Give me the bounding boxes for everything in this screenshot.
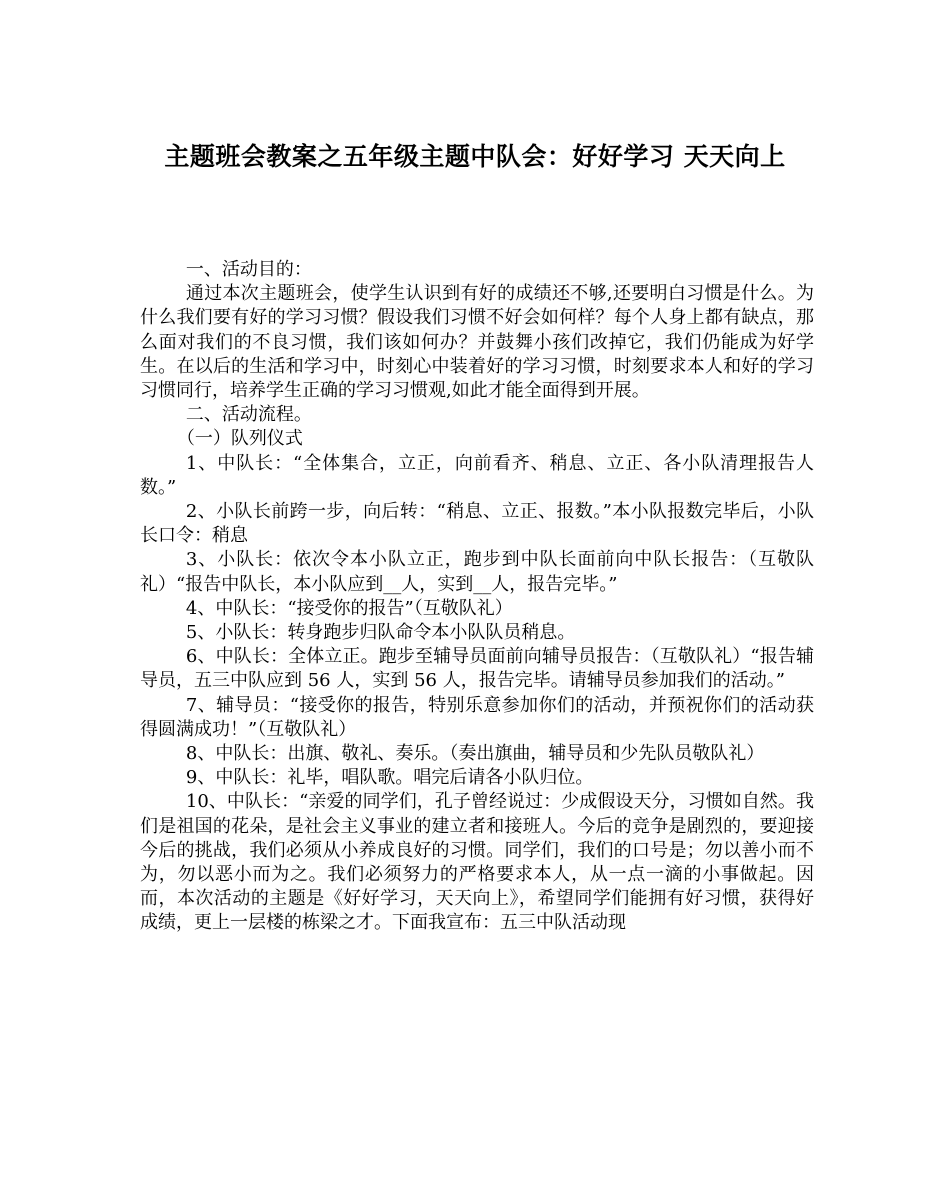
section-heading-process: 二、活动流程。 <box>185 404 312 426</box>
document-body <box>140 258 814 936</box>
paragraph-goal-description: 通过本次主题班会，使学生认识到有好的成绩还不够,还要明白习惯是什么。为什么我们要有好的学习习惯？假设我们习惯不好会如何样？每个人身上都有缺点，那么面对我们的不良习惯，我们该如何办？并鼓舞小孩们改掉它，我们仍能成为好学生。在以后的生活和学习中，时刻心中装着好的学习习惯，时刻要求本人和好的学习习惯同行，培养学生正确的学习习惯观,如此才能全面得到开展。 <box>140 283 814 402</box>
list-item: 1、中队长：“全体集合，立正，向前看齐、稍息、立正、各小队清理报告人数。” <box>140 452 814 498</box>
section-heading-goal: 一、活动目的： <box>185 259 312 280</box>
list-item: 9、中队长：礼毕，唱队歌。唱完后请各小队归位。 <box>185 767 594 789</box>
list-item: 4、中队长：“接受你的报告”（互敬队礼） <box>185 597 513 619</box>
subsection-heading-ceremony: （一）队列仪式 <box>176 428 303 450</box>
list-item: 7、辅导员：“接受你的报告，特别乐意参加你们的活动，并预祝你们的活动获得圆满成功！”（互敬队礼） <box>140 694 814 740</box>
list-item: 6、中队长：全体立正。跑步至辅导员面前向辅导员报告：（互敬队礼）“报告辅导员，五三中队应到 56 人，实到 56 人，报告完毕。请辅导员参加我们的活动。” <box>140 646 814 692</box>
list-item: 5、小队长：转身跑步归队命令本小队队员稍息。 <box>185 622 576 644</box>
list-item: 2、小队长前跨一步，向后转：“稍息、立正、报数。”本小队报数完毕后，小队长口令：稍息 <box>140 501 814 547</box>
document-title: 主题班会教案之五年级主题中队会：好好学习 天天向上 <box>164 142 786 171</box>
list-item: 10、中队长：“亲爱的同学们，孔子曾经说过：少成假设天分，习惯如自然。我们是祖国的花朵，是社会主义事业的建立者和接班人。今后的竞争是剧烈的，要迎接今后的挑战，我们必须从小养成良好的习惯。同学们，我们的口号是；勿以善小而不为，勿以恶小而为之。我们必须努力的严格要求本人，从一点一滴的小事做起。因而，本次活动的主题是《好好学习，天天向上》，希望同学们能拥有好习惯，获得好成绩，更上一层楼的栋梁之才。下面我宣布：五三中队活动现 <box>140 791 814 934</box>
list-item: 3、小队长：依次令本小队立正，跑步到中队长面前向中队长报告：（互敬队礼）“报告中队长，本小队应到__人，实到__人，报告完毕。” <box>140 549 814 595</box>
list-item: 8、中队长：出旗、敬礼、奏乐。（奏出旗曲，辅导员和少先队员敬队礼） <box>185 743 765 765</box>
